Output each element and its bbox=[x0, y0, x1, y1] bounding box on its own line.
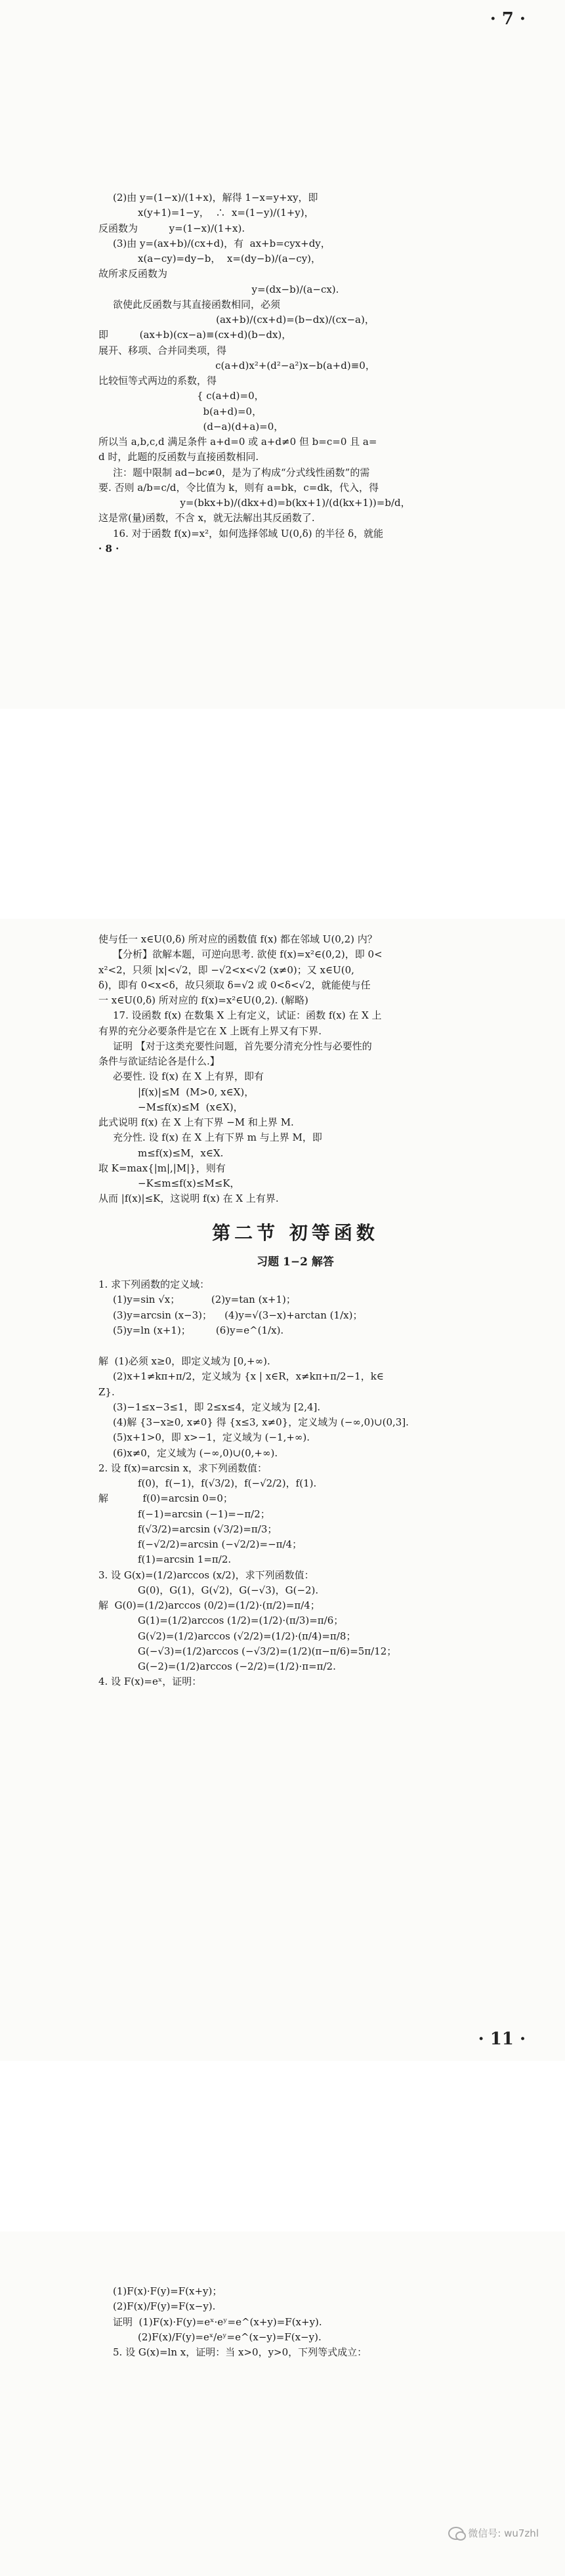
text-line: 必要性. 设 f(x) 在 X 上有界，即有 bbox=[113, 1070, 264, 1083]
text-line: x(y+1)=1−y， ∴ x=(1−y)/(1+y)， bbox=[138, 207, 314, 219]
text-line: 证明 (1)F(x)·F(y)=eˣ·eʸ=e^(x+y)=F(x+y). bbox=[113, 2315, 322, 2328]
text-line: (3)y=arcsin (x−3)； (4)y=√(3−x)+arctan (1/x)； bbox=[113, 1309, 363, 1321]
watermark-text: 微信号: wu7zhl bbox=[468, 2527, 539, 2539]
text-line: 1. 求下列函数的定义域： bbox=[98, 1278, 210, 1291]
text-line: (1)F(x)·F(y)=F(x+y)； bbox=[113, 2285, 222, 2297]
text-line: f(−√2/2)=arcsin (−√2/2)=−π/4； bbox=[138, 1538, 303, 1551]
text-line: 使与任一 x∈U(0,δ) 所对应的函数值 f(x) 都在邻域 U(0,2) 内？ bbox=[98, 933, 377, 945]
text-line: −M≤f(x)≤M (x∈X)， bbox=[138, 1101, 243, 1113]
text-line: 即 (ax+b)(cx−a)≡(cx+d)(b−dx)， bbox=[98, 329, 292, 341]
text-line: x²<2，只须 |x|<√2，即 −√2<x<√2 (x≠0)；又 x∈U(0, bbox=[98, 963, 354, 976]
page-1 bbox=[0, 0, 565, 709]
text-line: 充分性. 设 f(x) 在 X 上有下界 m 与上界 M，即 bbox=[113, 1131, 322, 1144]
text-line: d 时，此题的反函数与直接函数相同. bbox=[98, 451, 259, 463]
text-line: y=(dx−b)/(a−cx). bbox=[251, 283, 339, 295]
text-line: c(a+d)x²+(d²−a²)x−b(a+d)≡0， bbox=[215, 359, 375, 371]
text-line: f(−1)=arcsin (−1)=−π/2； bbox=[138, 1508, 270, 1520]
page-number: · 11 · bbox=[478, 2029, 526, 2049]
text-line: −K≤m≤f(x)≤M≤K， bbox=[138, 1177, 240, 1189]
text-line: Z}. bbox=[98, 1385, 115, 1398]
text-line: 有界的充分必要条件是它在 X 上既有上界又有下界. bbox=[98, 1024, 322, 1037]
text-line: f(√3/2)=arcsin (√3/2)=π/3； bbox=[138, 1523, 278, 1535]
watermark bbox=[448, 2526, 539, 2540]
text-line: 16. 对于函数 f(x)=x²，如何选择邻域 U(0,δ) 的半径 δ，就能 bbox=[113, 527, 384, 539]
text-line: b(a+d)=0， bbox=[197, 405, 262, 417]
text-line: |f(x)|≤M (M>0, x∈X)， bbox=[138, 1086, 255, 1098]
page-number-footer: · 8 · bbox=[98, 542, 119, 555]
text-line: G(−√3)=(1/2)arccos (−√3/2)=(1/2)(π−π/6)=5π/12； bbox=[138, 1645, 397, 1657]
text-line: (ax+b)/(cx+d)=(b−dx)/(cx−a)， bbox=[216, 314, 375, 326]
text-line: δ)，即有 0<x<δ，故只须取 δ=√2 或 0<δ<√2，就能使与任 bbox=[98, 979, 371, 991]
text-line: 比较恒等式两边的系数，得 bbox=[98, 375, 217, 387]
text-line: (2)由 y=(1−x)/(1+x)，解得 1−x=y+xy，即 bbox=[113, 192, 318, 203]
text-line: 所以当 a,b,c,d 满足条件 a+d=0 或 a+d≠0 但 b=c=0 且 a= bbox=[98, 436, 377, 448]
text-line: 证明 【对于这类充要性问题，首先要分清充分性与必要性的 bbox=[113, 1040, 372, 1052]
text-line: (3)由 y=(ax+b)/(cx+d)，有 ax+b=cyx+dy， bbox=[113, 237, 331, 249]
text-line: 反函数为 y=(1−x)/(1+x). bbox=[98, 222, 245, 234]
exercise-title: 习题 1−2 解答 bbox=[257, 1255, 334, 1269]
text-line: 欲使此反函数与其直接函数相同，必须 bbox=[113, 298, 281, 310]
text-line: G(√2)=(1/2)arccos (√2/2)=(1/2)·(π/4)=π/8； bbox=[138, 1630, 356, 1642]
text-line: f(1)=arcsin 1=π/2. bbox=[138, 1553, 232, 1566]
text-line: 一 x∈U(0,δ) 所对应的 f(x)=x²∈U(0,2). (解略) bbox=[98, 994, 308, 1006]
text-line: 注：题中限制 ad−bc≠0，是为了构成“分式线性函数”的需 bbox=[113, 466, 370, 478]
text-line: G(1)=(1/2)arccos (1/2)=(1/2)·(π/3)=π/6； bbox=[138, 1615, 344, 1627]
text-line: (d−a)(d+a)=0， bbox=[197, 420, 284, 433]
text-line: 解 (1)必须 x≥0，即定义域为 [0,+∞). bbox=[98, 1355, 270, 1368]
text-line: 4. 设 F(x)=eˣ，证明： bbox=[98, 1676, 202, 1688]
text-line: 17. 设函数 f(x) 在数集 X 上有定义，试证：函数 f(x) 在 X 上 bbox=[113, 1009, 382, 1022]
text-line: 3. 设 G(x)=(1/2)arccos (x/2)，求下列函数值： bbox=[98, 1569, 314, 1581]
page-body bbox=[98, 190, 492, 557]
text-line: (1)y=sin √x； (2)y=tan (x+1)； bbox=[113, 1294, 296, 1306]
text-line: (2)x+1≠kπ+π/2，定义域为 {x | x∈R，x≠kπ+π/2−1，k∈ bbox=[113, 1370, 384, 1383]
text-line: (3)−1≤x−3≤1，即 2≤x≤4，定义域为 [2,4]. bbox=[113, 1401, 321, 1413]
text-line: (6)x≠0，定义域为 (−∞,0)∪(0,+∞). bbox=[113, 1446, 278, 1459]
text-line: (2)F(x)/F(y)=F(x−y). bbox=[113, 2300, 216, 2313]
page-body bbox=[98, 2284, 492, 2360]
text-line: 展开、移项、合并同类项，得 bbox=[98, 344, 227, 356]
text-line: m≤f(x)≤M，x∈X. bbox=[138, 1147, 224, 1159]
text-line: 要. 否则 a/b=c/d，令比值为 k，则有 a=bk，c=dk，代入，得 bbox=[98, 481, 379, 494]
text-line: 2. 设 f(x)=arcsin x，求下列函数值： bbox=[98, 1462, 268, 1474]
text-line: (4)解 {3−x≥0, x≠0} 得 {x≤3, x≠0}，定义域为 (−∞,0)∪(0,3]. bbox=[113, 1416, 409, 1429]
text-line: 这是常(量)函数，不含 x，就无法解出其反函数了. bbox=[98, 512, 315, 524]
text-line: 此式说明 f(x) 在 X 上有下界 −M 和上界 M. bbox=[98, 1116, 294, 1128]
text-line: 从而 |f(x)|≤K，这说明 f(x) 在 X 上有界. bbox=[98, 1193, 279, 1205]
text-line: y=(bkx+b)/(dkx+d)=b(kx+1)/(d(kx+1))=b/d， bbox=[180, 497, 411, 509]
text-line: G(−2)=(1/2)arccos (−2/2)=(1/2)·π=π/2. bbox=[138, 1660, 336, 1673]
text-line: f(0)，f(−1)，f(√3/2)，f(−√2/2)，f(1). bbox=[138, 1477, 317, 1490]
text-line: { c(a+d)=0， bbox=[197, 390, 264, 402]
text-line: 解 G(0)=(1/2)arccos (0/2)=(1/2)·(π/2)=π/4； bbox=[98, 1599, 320, 1612]
text-line: x(a−cy)=dy−b， x=(dy−b)/(a−cy)， bbox=[138, 253, 322, 264]
page-2 bbox=[0, 919, 565, 2061]
text-line: 取 K=max{|m|,|M|}，则有 bbox=[98, 1162, 226, 1174]
page-3 bbox=[0, 2231, 565, 2576]
text-line: (2)F(x)/F(y)=eˣ/eʸ=e^(x−y)=F(x−y). bbox=[138, 2331, 322, 2343]
text-line: 5. 设 G(x)=ln x，证明：当 x>0，y>0，下列等式成立： bbox=[113, 2346, 367, 2358]
text-line: G(0)，G(1)，G(√2)，G(−√3)，G(−2). bbox=[138, 1584, 319, 1596]
text-line: 故所求反函数为 bbox=[98, 268, 168, 280]
text-line: 【分析】欲解本题，可逆向思考. 欲使 f(x)=x²∈(0,2)，即 0< bbox=[113, 948, 383, 961]
page-body bbox=[98, 932, 492, 1690]
wechat-icon bbox=[448, 2527, 464, 2540]
section-title: 第二节 初等函数 bbox=[212, 1221, 379, 1244]
text-line: (5)y=ln (x+1)； (6)y=e^(1/x). bbox=[113, 1324, 284, 1336]
text-line: (5)x+1>0，即 x>−1，定义域为 (−1,+∞). bbox=[113, 1431, 310, 1444]
page-number: · 7 · bbox=[490, 9, 526, 29]
text-line: 条件与欲证结论各是什么.】 bbox=[98, 1055, 220, 1067]
text-line: 解 f(0)=arcsin 0=0； bbox=[98, 1492, 233, 1505]
